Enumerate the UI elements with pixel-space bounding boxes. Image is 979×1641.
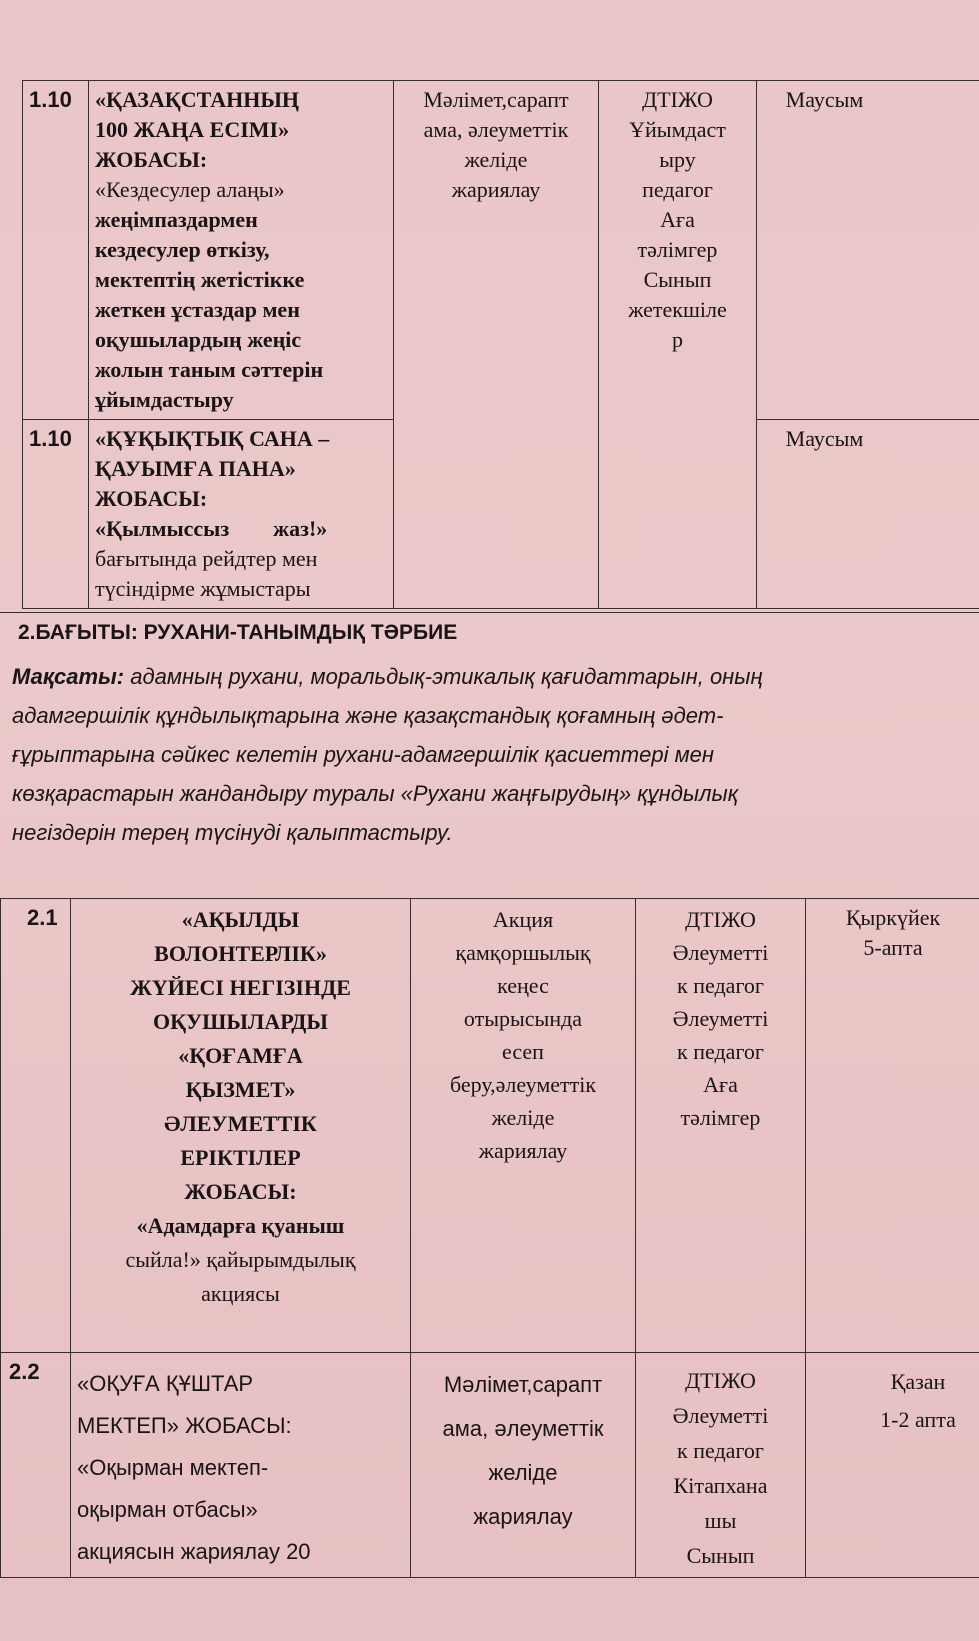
- responsible-line: жетекшіле: [628, 297, 727, 322]
- responsible-line: к педагог: [677, 973, 764, 998]
- form-line: ама, әлеуметтік: [442, 1416, 604, 1441]
- event-desc-line: жолын таным сәттерін: [95, 357, 324, 382]
- row-number: 1.10: [23, 81, 89, 420]
- event-title-line: ЖОБАСЫ:: [184, 1179, 297, 1204]
- time-line: Қазан: [890, 1369, 946, 1394]
- time-line: Қыркүйек: [845, 905, 941, 930]
- form-line: Мәлімет,сарапт: [443, 1372, 603, 1397]
- event-title-line: ЖОБАСЫ:: [95, 486, 208, 511]
- responsible-line: Сынып: [686, 1543, 755, 1568]
- responsible-line: Кітапхана: [673, 1473, 768, 1498]
- goal-label: Мақсаты:: [12, 664, 125, 689]
- section-title: 2.БАҒЫТЫ: РУХАНИ-ТАНЫМДЫҚ ТӘРБИЕ: [18, 621, 458, 644]
- responsible-line: ДТІЖО: [685, 907, 756, 932]
- responsible-line: к педагог: [677, 1438, 764, 1463]
- responsible-line: р: [672, 327, 683, 352]
- event-title-line: ЖОБАСЫ:: [95, 147, 208, 172]
- event-title-line: ҚАУЫМҒА ПАНА»: [95, 456, 296, 481]
- event-title-line: «ҚОҒАМҒА: [178, 1043, 303, 1068]
- time-line: 5-апта: [863, 935, 923, 960]
- event-title-line: ҚЫЗМЕТ»: [185, 1077, 296, 1102]
- goal-line: көзқарастарын жандандыру туралы «Рухани жаңғырудың» құндылық: [12, 781, 739, 806]
- event-title-line: 100 ЖАҢА ЕСІМІ»: [95, 117, 290, 142]
- event-cell: [71, 1353, 411, 1578]
- event-title-line: ЖҮЙЕСІ НЕГІЗІНДЕ: [130, 975, 351, 1000]
- time-line: 1-2 апта: [880, 1407, 956, 1432]
- responsible-line: педагог: [642, 177, 713, 202]
- event-desc-line: бағытында рейдтер мен: [95, 546, 318, 571]
- form-line: есеп: [502, 1039, 544, 1064]
- form-line: беру,әлеуметтік: [449, 1072, 597, 1097]
- responsible-line: ДТІЖО: [685, 1368, 756, 1393]
- responsible-line: Әлеуметті: [672, 1403, 769, 1428]
- goal-line: негіздерін терең түсінуді қалыптастыру.: [12, 820, 453, 845]
- plan-table-bottom: [0, 898, 979, 1578]
- responsible-line: к педагог: [677, 1039, 764, 1064]
- form-cell: [394, 81, 599, 609]
- form-line: қамқоршылық: [455, 940, 591, 965]
- form-line: желіде: [488, 1460, 558, 1485]
- event-desc-line: МЕКТЕП» ЖОБАСЫ:: [77, 1413, 292, 1438]
- event-desc-line: мектептің жетістікке: [95, 267, 305, 292]
- event-desc-line: ұйымдастыру: [95, 387, 234, 412]
- form-cell: [411, 1353, 636, 1578]
- form-line: желіде: [491, 1105, 555, 1130]
- event-cell: [71, 899, 411, 1353]
- event-desc-line: «Адамдарға қуаныш: [136, 1213, 345, 1238]
- time-cell: [806, 899, 979, 1353]
- event-title-line: ОҚУШЫЛАРДЫ: [152, 1009, 329, 1034]
- event-desc-line: оқырман отбасы»: [77, 1497, 258, 1522]
- row-number: 2.1: [1, 899, 71, 1353]
- time-cell: Маусым: [757, 420, 979, 609]
- responsible-line: Ұйымдаст: [629, 117, 726, 142]
- event-title-line: «АҚЫЛДЫ: [181, 907, 300, 932]
- section-goal: [0, 653, 979, 852]
- section-2-block: [0, 612, 979, 903]
- responsible-cell: [636, 1353, 806, 1578]
- form-line: жариялау: [451, 177, 541, 202]
- responsible-line: тәлімгер: [637, 237, 718, 262]
- responsible-line: тәлімгер: [680, 1105, 761, 1130]
- goal-line: ғұрыптарына сәйкес келетін рухани-адамгершілік қасиеттері мен: [12, 742, 715, 767]
- row-number: 1.10: [23, 420, 89, 609]
- form-line: ама, әлеуметтік: [423, 117, 569, 142]
- form-line: желіде: [464, 147, 528, 172]
- event-desc-line: «Қылмыссыз жаз!»: [95, 516, 328, 541]
- event-title-line: «ҚАЗАҚСТАННЫҢ: [95, 87, 300, 112]
- event-title-line: ӘЛЕУМЕТТІК: [164, 1111, 317, 1136]
- event-title-line: ЕРІКТІЛЕР: [180, 1145, 301, 1170]
- row-number: 2.2: [1, 1353, 71, 1578]
- responsible-line: Аға: [703, 1072, 738, 1097]
- event-cell: [89, 81, 394, 420]
- time-cell: [806, 1353, 979, 1578]
- event-desc-line: оқушылардың жеңіс: [95, 327, 302, 352]
- table-row: [1, 1353, 979, 1578]
- event-desc-line: жеткен ұстаздар мен: [95, 297, 300, 322]
- form-line: кеңес: [497, 973, 549, 998]
- form-line: отырысында: [463, 1006, 583, 1031]
- event-title-line: ВОЛОНТЕРЛІК»: [154, 941, 327, 966]
- responsible-line: Әлеуметті: [672, 1006, 769, 1031]
- responsible-line: шы: [704, 1508, 737, 1533]
- event-desc-line: акциясы: [201, 1281, 280, 1306]
- event-cell: [89, 420, 394, 609]
- form-line: Мәлімет,сарапт: [423, 87, 569, 112]
- event-desc-line: кездесулер өткізу,: [95, 237, 270, 262]
- responsible-line: ыру: [659, 147, 696, 172]
- responsible-line: Сынып: [643, 267, 712, 292]
- event-desc-line: түсіндірме жұмыстары: [95, 576, 311, 601]
- event-desc-line: «Оқырман мектеп-: [77, 1455, 269, 1480]
- responsible-line: ДТІЖО: [642, 87, 713, 112]
- event-desc-line: жеңімпаздармен: [95, 207, 258, 232]
- table-row: [1, 899, 979, 1353]
- form-line: жариялау: [478, 1138, 568, 1163]
- event-title-line: «ҚҰҚЫҚТЫҚ САНА –: [95, 426, 330, 451]
- event-desc-line: «ОҚУҒА ҚҰШТАР: [77, 1371, 254, 1396]
- plan-table-top: [22, 80, 979, 609]
- table-row: [23, 81, 979, 420]
- event-desc-line: сыйла!» қайырымдылық: [125, 1247, 356, 1272]
- responsible-line: Әлеуметті: [672, 940, 769, 965]
- responsible-line: Аға: [660, 207, 695, 232]
- form-cell: [411, 899, 636, 1353]
- responsible-cell: [636, 899, 806, 1353]
- goal-line: адамгершілік құндылықтарына және қазақстандық қоғамның әдет-: [12, 703, 724, 728]
- form-line: Акция: [492, 907, 554, 932]
- form-line: жариялау: [473, 1504, 573, 1529]
- time-cell: Маусым: [757, 81, 979, 420]
- event-desc-line: акциясын жариялау 20: [77, 1539, 311, 1564]
- responsible-cell: [599, 81, 757, 609]
- goal-line: адамның рухани, моральдық-этикалық қағидаттарын, оның: [130, 664, 763, 689]
- event-desc-line: «Кездесулер алаңы»: [95, 177, 285, 202]
